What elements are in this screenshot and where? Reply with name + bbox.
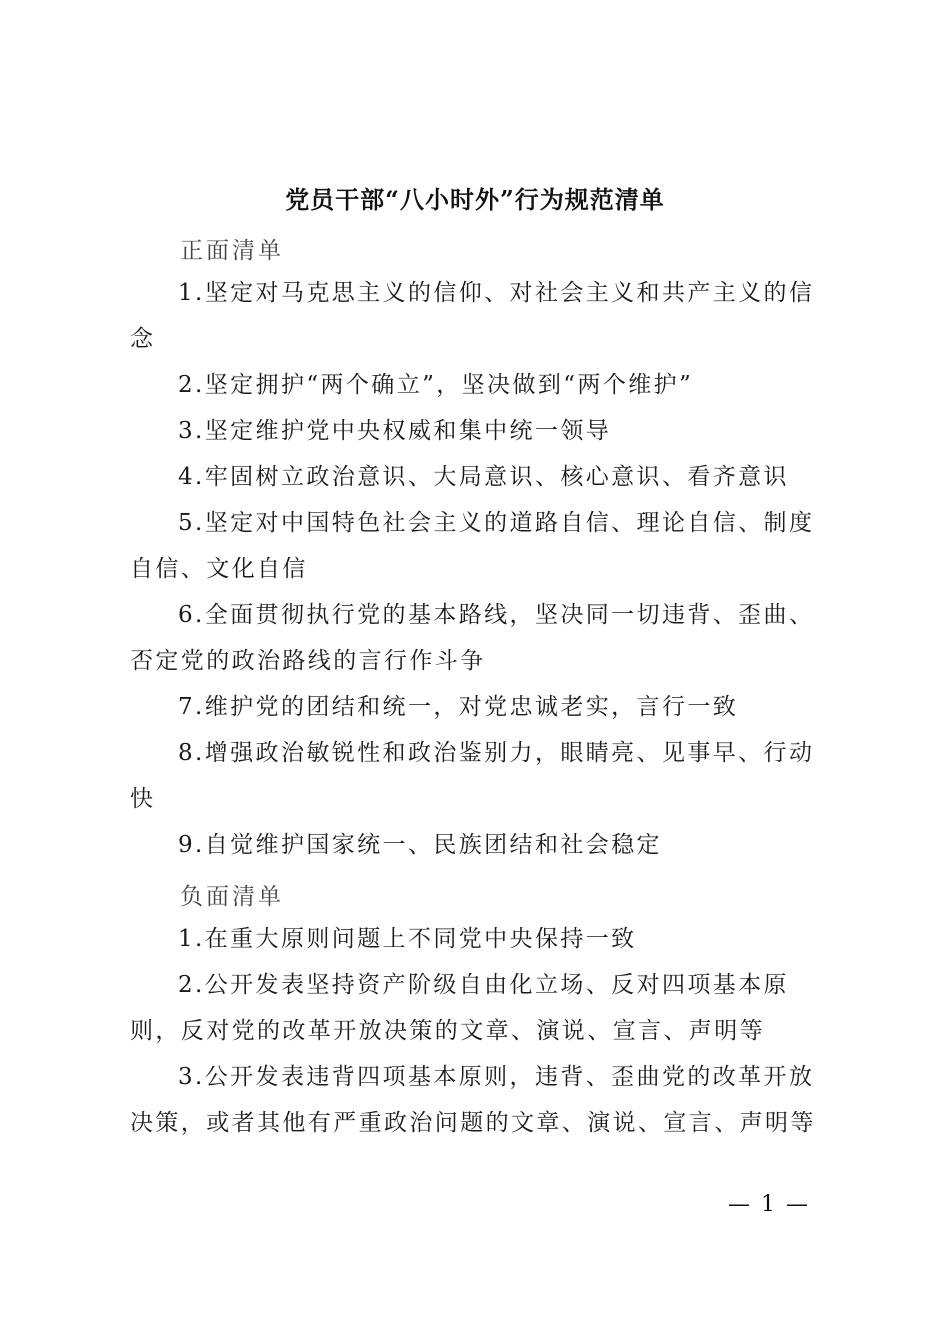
positive-item-6: 6.全面贯彻执行党的基本路线，坚决同一切违背、歪曲、否定党的政治路线的言行作斗争	[130, 602, 815, 674]
document-title: 党员干部“八小时外”行为规范清单	[285, 185, 665, 214]
positive-item-5: 5.坚定对中国特色社会主义的道路自信、理论自信、制度自信、文化自信	[130, 510, 815, 582]
positive-item-4: 4.牢固树立政治意识、大局意识、核心意识、看齐意识	[178, 464, 789, 490]
positive-item-1: 1.坚定对马克思主义的信仰、对社会主义和共产主义的信念	[130, 280, 815, 352]
positive-item-3: 3.坚定维护党中央权威和集中统一领导	[178, 418, 612, 444]
negative-item-2: 2.公开发表坚持资产阶级自由化立场、反对四项基本原则，反对党的改革开放决策的文章、演说、宣言、声明等	[130, 972, 789, 1044]
positive-item-8: 8.增强政治敏锐性和政治鉴别力，眼睛亮、见事早、行动快	[130, 740, 815, 812]
negative-list-heading: 负面清单	[180, 884, 284, 910]
negative-item-1: 1.在重大原则问题上不同党中央保持一致	[178, 926, 637, 952]
page-number: — 1 —	[728, 1192, 810, 1217]
negative-item-3: 3.公开发表违背四项基本原则，违背、歪曲党的改革开放决策，或者其他有严重政治问题的文章、演说、宣言、声明等	[130, 1064, 816, 1136]
positive-item-2: 2.坚定拥护“两个确立”，坚决做到“两个维护”	[178, 372, 694, 398]
positive-list-heading: 正面清单	[180, 238, 284, 264]
positive-item-7: 7.维护党的团结和统一，对党忠诚老实，言行一致	[178, 694, 739, 720]
positive-item-9: 9.自觉维护国家统一、民族团结和社会稳定	[178, 832, 662, 858]
